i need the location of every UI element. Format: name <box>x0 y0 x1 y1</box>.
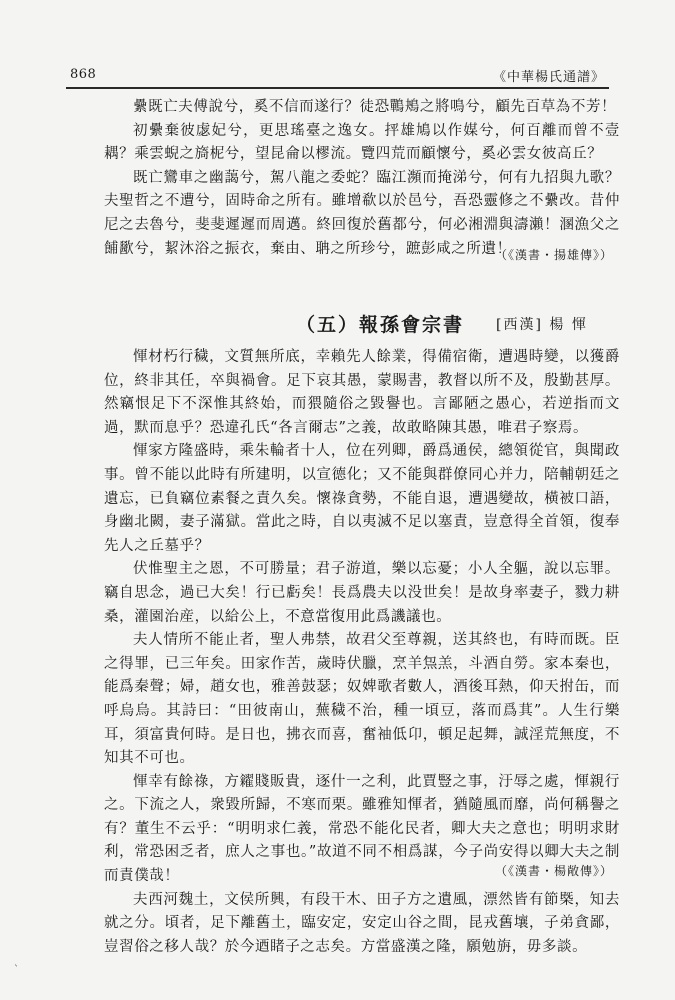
running-title: 《中華楊氏通譜》 <box>492 70 605 85</box>
letter-paragraph-6: 夫西河魏土，文侯所興，有段干木、田子方之遺風，漂然皆有節槩，知去就之分。頃者，足下離舊土，臨安定，安定山谷之間，昆戎舊壤，子弟貪鄙，豈習俗之移人哉？於今迺睹子之志矣。方當盛漢之隆，願勉旃，毋多談。 <box>104 891 620 955</box>
letter-paragraph-4: 夫人情所不能止者，聖人弗禁，故君父至尊親，送其終也，有時而既。臣之得罪，已三年矣。田家作苦，歲時伏臘，烹羊炰羔，斗酒自勞。家本秦也，能爲秦聲；婦，趙女也，雅善鼓瑟；奴婢歌者數人，酒後耳熱，仰天拊缶，而呼烏烏。其詩曰：“田彼南山，蕪穢不治，種一頃豆，落而爲萁”。人生行樂耳，須富貴何時。是日也，拂衣而喜，奮袖低卬，頓足起舞，誠淫荒無度，不知其不可也。 <box>104 632 620 767</box>
header-rule <box>66 87 609 89</box>
section-title-main: （五）報孫會宗書 <box>296 314 465 336</box>
letter-paragraph-1: 惲材朽行穢，文質無所底，幸賴先人餘業，得備宿衛，遭遇時變，以獲爵位，終非其任，卒與禍會。足下哀其愚，蒙賜書，教督以所不及，殷勤甚厚。然竊恨足下不深惟其終始，而猥隨俗之毀譽也。言鄙陋之愚心，若逆指而文過，默而息乎？恐違孔氏“各言爾志”之義，故敢略陳其愚，唯君子察焉。 <box>104 349 620 436</box>
poem-source-citation: （《漢書・揚雄傳》） <box>494 248 613 262</box>
poem-paragraph-3: 既亡鸞車之幽藹兮，駕八龍之委蛇？臨江瀕而掩涕兮，何有九招與九歌？夫聖哲之不遭兮，固時命之所有。雖增欷以於邑兮，吾恐靈修之不纍改。昔仲尼之去魯兮，斐斐遲遲而周邁。終回復於舊都兮，何必湘淵與濤瀨！溷漁父之餔歠兮，絜沐浴之振衣，棄由、聃之所珍兮，蹠彭咸之所遺！ <box>104 169 620 257</box>
page-number: 868 <box>70 67 97 82</box>
section-title-author: [西漢] 楊 惲 <box>496 317 588 333</box>
margin-mark: ˋ <box>14 965 19 976</box>
letter-source-citation: （《漢書・楊敞傳》） <box>494 864 613 878</box>
letter-paragraph-5: 惲幸有餘祿，方糴賤販貴，逐什一之利，此賈豎之事，汙辱之處，惲親行之。下流之人，衆毀所歸，不寒而栗。雖雅知惲者，猶隨風而靡，尚何稱譽之有？董生不云乎：“明明求仁義，常恐不能化民者，卿大夫之意也；明明求財利，常恐困乏者，庶人之事也。”故道不同不相爲謀，今子尚安得以卿大夫之制而責僕哉！ <box>104 773 620 885</box>
section-title <box>0 310 675 340</box>
poem-paragraph-1: 纍既亡夫傅說兮，奚不信而遂行？徒恐鷤鴂之將鳴兮，顧先百草為不芳！ <box>133 99 617 115</box>
letter-paragraph-2: 惲家方隆盛時，乘朱輪者十人，位在列卿，爵爲通侯，總領從官，與聞政事。曾不能以此時有所建明，以宣德化；又不能與群僚同心并力，陪輔朝廷之遺忘，已負竊位素餐之責久矣。懷祿貪勢，不能自退，遭遇變故，橫被口語，身幽北闕，妻子滿獄。當此之時，自以夷滅不足以塞責，豈意得全首領，復奉先人之丘墓乎？ <box>104 443 620 554</box>
poem-passage <box>104 96 620 261</box>
letter-paragraph-3: 伏惟聖主之恩，不可勝量；君子游道，樂以忘憂；小人全軀，說以忘罪。竊自思念，過已大矣！行已虧矣！長爲農夫以没世矣！是故身率妻子，戮力耕桑，灌園治産，以給公上，不意當復用此爲譏議也。 <box>104 561 620 625</box>
poem-paragraph-2: 初纍棄彼虙妃兮，更思瑤臺之逸女。抨雄鳩以作媒兮，何百離而曾不壹耦？乘雲蜺之旖柅兮，望昆侖以樛流。覽四荒而顧懷兮，奚必雲女彼高丘？ <box>104 122 620 163</box>
